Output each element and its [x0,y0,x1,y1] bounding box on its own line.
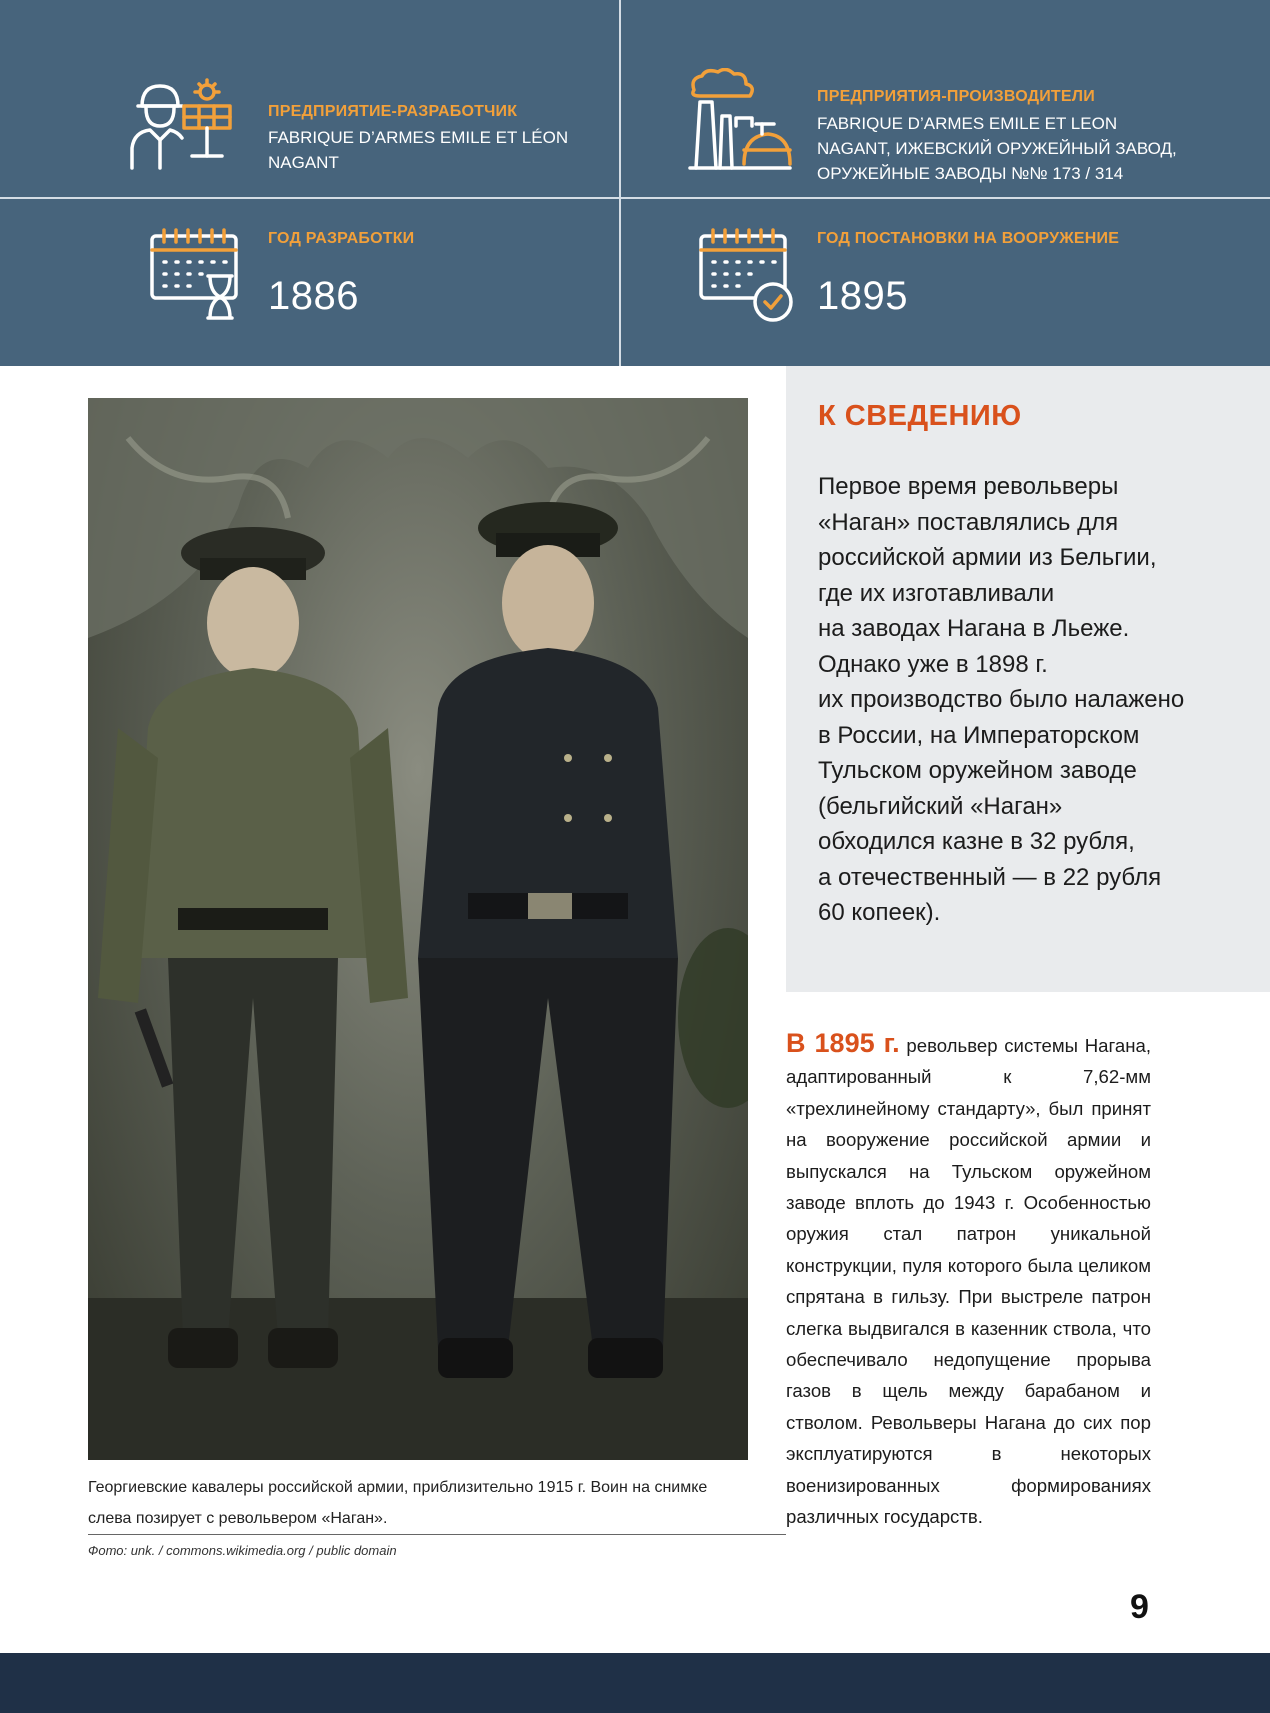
factory-icon [686,68,796,173]
engineer-icon [126,78,246,173]
adoption-year-cell [621,199,1270,366]
adoption-year-label: ГОД ПОСТАНОВКИ НА ВООРУЖЕНИЕ [817,230,1120,247]
photo-caption: Георгиевские кавалеры российской армии, приблизительно 1915 г. Воин на снимке слева позирует с револьвером «Наган». [88,1479,708,1527]
page-number: 9 [1130,1588,1149,1626]
sidebar-title: К СВЕДЕНИЮ [818,400,1022,432]
sidebar-line: Однако уже в 1898 г. [818,650,1048,678]
sidebar-line: обходился казне в 32 рубля, [818,828,1135,855]
development-year-cell [0,199,619,366]
development-year-value: 1886 [268,274,359,318]
sidebar-line: 60 копеек). [818,899,941,926]
photo-credit: Фото: unk. / commons.wikimedia.org / public domain [88,1543,397,1558]
sidebar-line: их производство было налажено [818,686,1185,713]
historical-photo [88,398,748,1460]
manufacturers-label: ПРЕДПРИЯТИЯ-ПРОИЗВОДИТЕЛИ [817,88,1095,105]
manufacturers-cell [621,0,1270,197]
info-panel [0,0,1270,366]
sidebar-line: в России, на Императорском [818,721,1140,749]
manufacturers-value: FABRIQUE D’ARMES EMILE ET LEON NAGANT, ИЖЕВСКИЙ ОРУЖЕЙНЫЙ ЗАВОД, ОРУЖЕЙНЫЕ ЗАВОДЫ №№ 173 / 314 [817,114,1177,183]
article-lead: В 1895 г. [786,1028,900,1058]
calendar-check-icon [699,228,797,326]
footer-bar [0,1653,1270,1713]
sidebar-line: где их изготавливали [818,579,1055,607]
left-soldier [98,527,408,1368]
sidebar-line: Тульском оружейном заводе [818,757,1137,784]
sidebar-line: (бельгийский «Наган» [818,792,1063,820]
sidebar-line: Первое время револьверы [818,473,1119,500]
development-year-label: ГОД РАЗРАБОТКИ [268,230,415,247]
sidebar-line: а отечественный — в 22 рубля [818,863,1162,891]
developer-cell [0,0,619,197]
calendar-hourglass-icon [150,228,242,320]
developer-label: ПРЕДПРИЯТИЕ-РАЗРАБОТЧИК [268,103,518,120]
sidebar-line: российской армии из Бельгии, [818,544,1157,571]
article-body [786,1028,1151,1533]
developer-value: FABRIQUE D’ARMES EMILE ET LÉON NAGANT [268,128,569,172]
adoption-year-value: 1895 [817,274,908,318]
article-text: револьвер системы Нагана, адаптированный к 7,62-мм «трехлинейному стандарту», был принят на вооружение российской армии и выпускался на Тульском оружейном заводе вплоть до 1943 г. Особенностью оружия стал патрон уникальной конструкции, пуля которого была целиком спрятана в гильзу. При выстреле патрон слегка выдвигался в казенник ствола, что обеспечивало недопущение прорыва газов в щель между барабаном и стволом. Револьверы Нагана до сих пор эксплуатируются в некоторых военизированных формированиях различных государств. [786,1035,1151,1528]
sidebar-text [818,469,1258,931]
soldiers-illustration [88,398,748,1460]
sidebar-line: на заводах Нагана в Льеже. [818,615,1130,642]
right-soldier [418,502,678,1378]
sidebar-line: «Наган» поставлялись для [818,508,1119,536]
caption-divider [88,1534,786,1535]
